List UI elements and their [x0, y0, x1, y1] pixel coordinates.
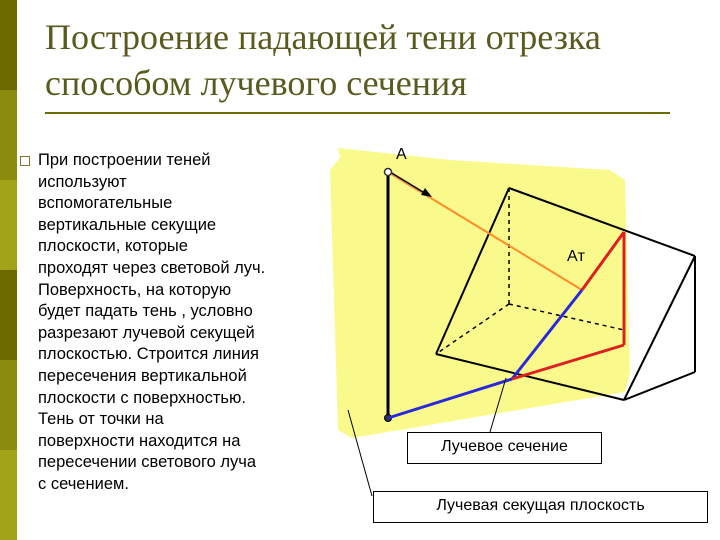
ray-section-label: Лучевое сечение — [407, 432, 602, 464]
point-a — [385, 169, 392, 176]
ray-cutting-plane — [330, 148, 630, 438]
slide-title: Построение падающей тени отрезка способом лучевого сечения — [45, 17, 601, 103]
slide-body-text: При построении теней используют вспомогательные вертикальные секущие плоскости, которые проходят через световой луч. Поверхность, на которую будет падать тень , условно разрезают лучевой секущей плоскостью. Строится линия пересечения вертикальной плоскости с поверхностью. Тень от точки на поверхности находится на пересечении светового луча с сечением. — [38, 151, 266, 493]
ray-plane-label: Лучевая секущая плоскость — [373, 491, 708, 523]
point-at-label: Aт — [567, 248, 585, 265]
point-a-label: A — [396, 146, 407, 163]
